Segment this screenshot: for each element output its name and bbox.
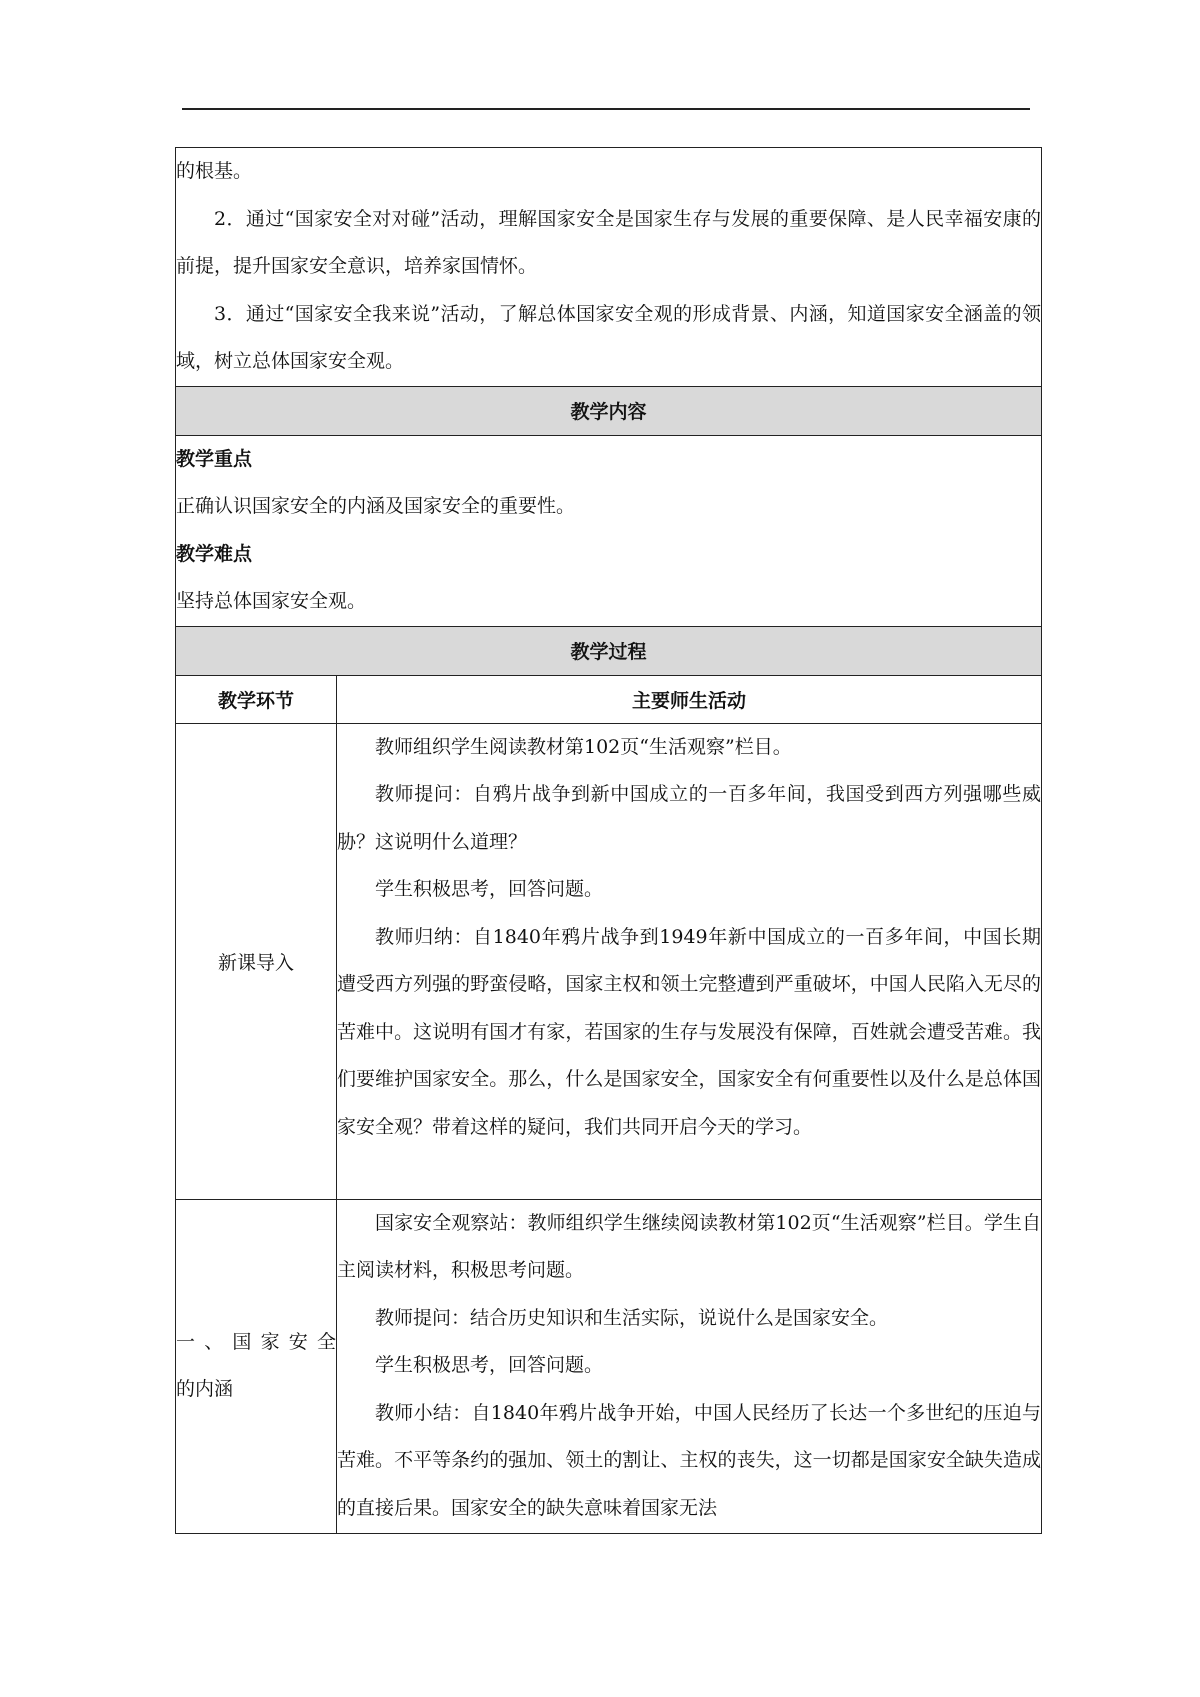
key-point-label: 教学重点 xyxy=(176,447,253,470)
difficulty-text: 坚持总体国家安全观。 xyxy=(176,590,367,612)
intro-paragraph: 教师归纳：自1840年鸦片战争到1949年新中国成立的一百多年间，中国长期遭受西方列强的野蛮侵略，国家主权和领土完整遭到严重破坏，中国人民陷入无尽的苦难中。这说明有国才有家，若国家的生存与发展没有保障，百姓就会遭受苦难。我们要维护国家安全。那么，什么是国家安全，国家安全有何重要性以及什么是总体国家安全观？带着这样的疑问，我们共同开启今天的学习。 xyxy=(337,925,1041,1138)
process-section-title: 教学过程 xyxy=(176,626,1042,675)
intro-paragraph: 教师组织学生阅读教材第102页“生活观察”栏目。 xyxy=(375,735,792,758)
meaning-paragraph: 教师小结：自1840年鸦片战争开始，中国人民经历了长达一个多世纪的压迫与苦难。不平等条约的强加、领土的割让、主权的丧失，这一切都是国家安全缺失造成的直接后果。国家安全的缺失意味着国家无法 xyxy=(337,1401,1041,1519)
meaning-paragraph: 国家安全观察站：教师组织学生继续阅读教材第102页“生活观察”栏目。学生自主阅读材料，积极思考问题。 xyxy=(337,1211,1041,1281)
meaning-paragraph: 学生积极思考，回答问题。 xyxy=(375,1354,604,1376)
key-point-text: 正确认识国家安全的内涵及国家安全的重要性。 xyxy=(176,495,576,517)
content-section-body xyxy=(176,435,1042,626)
objectives-row xyxy=(176,148,1042,387)
process-section-header xyxy=(176,626,1042,675)
stage-label-line: 一、国家安全 xyxy=(176,1330,336,1353)
intro-paragraph: 教师提问：自鸦片战争到新中国成立的一百多年间，我国受到西方列强哪些威胁？这说明什么道理？ xyxy=(337,783,1041,853)
intro-paragraph: 学生积极思考，回答问题。 xyxy=(375,878,604,900)
process-row-meaning xyxy=(176,1199,1042,1533)
stage-label-meaning xyxy=(176,1199,337,1533)
objective-item-3: 3．通过“国家安全我来说”活动，了解总体国家安全观的形成背景、内涵，知道国家安全涵盖的领域，树立总体国家安全观。 xyxy=(176,302,1041,372)
column-header-activities: 主要师生活动 xyxy=(337,675,1042,723)
content-section-title: 教学内容 xyxy=(176,386,1042,435)
difficulty-label: 教学难点 xyxy=(176,542,253,565)
objective-item-2: 2．通过“国家安全对对碰”活动，理解国家安全是国家生存与发展的重要保障、是人民幸福安康的前提，提升国家安全意识，培养家国情怀。 xyxy=(176,207,1041,277)
objective-continued: 的根基。 xyxy=(176,160,253,182)
lesson-plan-table xyxy=(175,147,1042,1534)
content-section-header xyxy=(176,386,1042,435)
process-column-header xyxy=(176,675,1042,723)
process-row-intro xyxy=(176,723,1042,1199)
stage-label-line: 的内涵 xyxy=(176,1378,234,1400)
meaning-paragraph: 教师提问：结合历史知识和生活实际，说说什么是国家安全。 xyxy=(375,1306,889,1329)
header-rule xyxy=(182,108,1030,110)
stage-label-intro: 新课导入 xyxy=(176,723,337,1199)
column-header-stage: 教学环节 xyxy=(176,675,337,723)
